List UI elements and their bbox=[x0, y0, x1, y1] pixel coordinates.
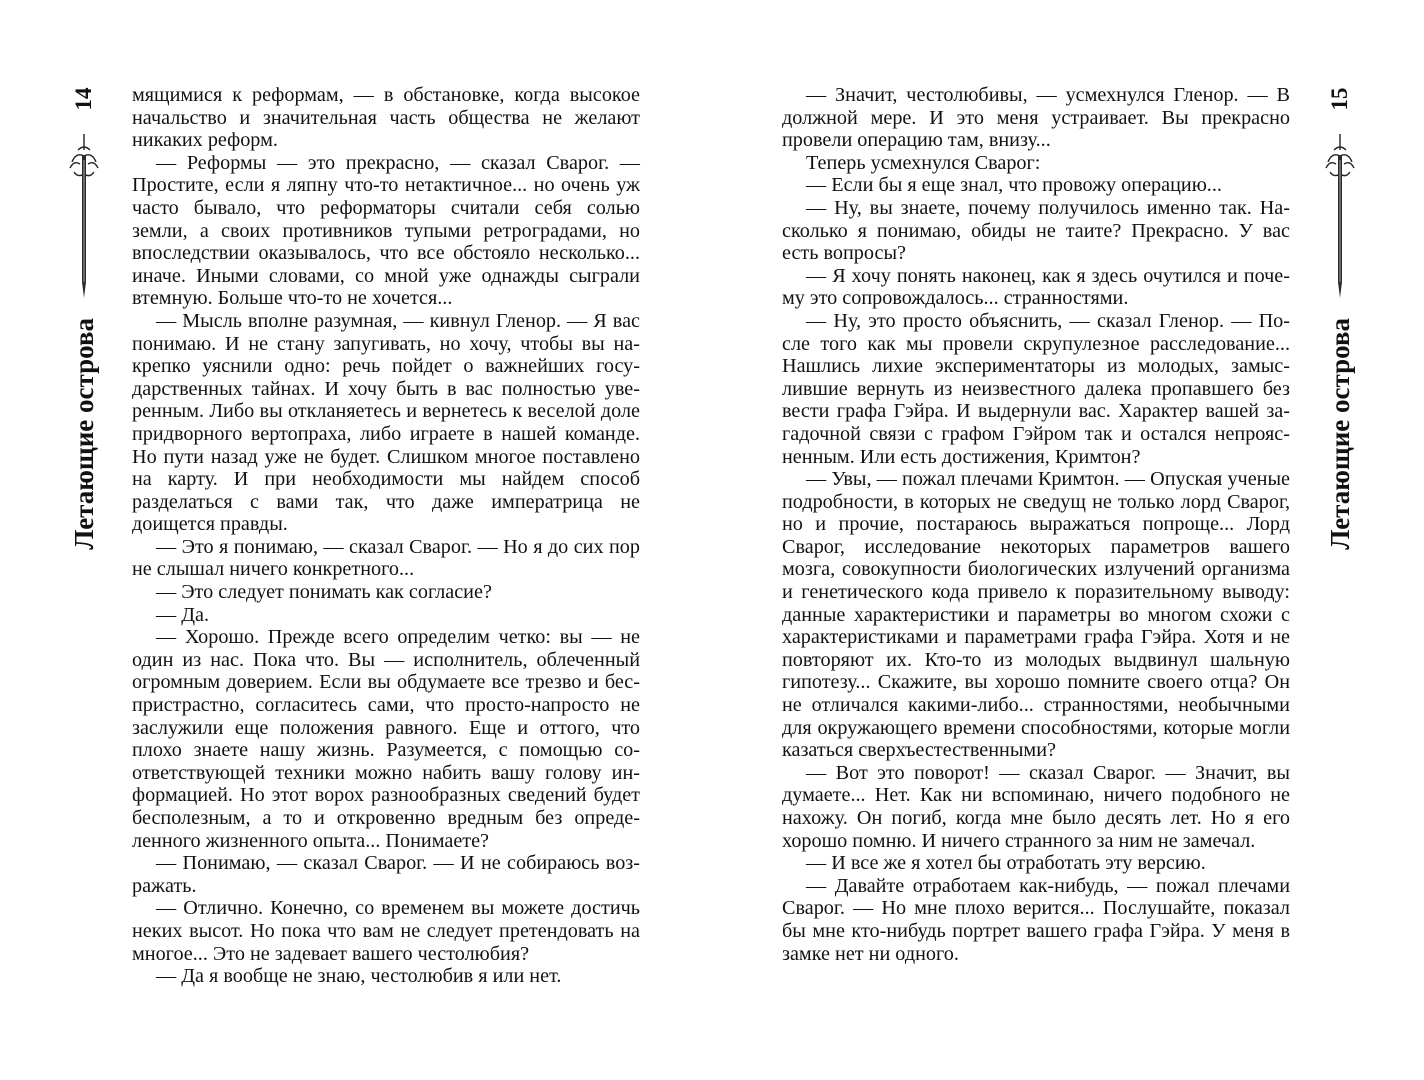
paragraph: — Отлично. Конечно, со временем вы можете достичь неких высот. Но пока что вам не следует претендовать на многое... Это не задевает вашего честолюбия? bbox=[132, 897, 640, 965]
paragraph: мящимися к реформам, — в обстановке, когда высокое начальство и значительная часть общества не желают никаких реформ. bbox=[132, 84, 640, 152]
paragraph: — Увы, — пожал плечами Кримтон. — Опуская ученые подробности, в которых не сведущ не только лорд Сварог, но и прочие, постараюсь выражаться попроще... Лорд Сварог, исследование некоторых параметров вашего мозга, совокупности биологических излучений организма и генетического кода привело к поразительному выводу: данные характеристики и параметры во многом схожи с характеристиками и параметрами графа Гэйра. Хотя и не повторяют их. Кто-то из молодых выдвинул шальную гипотезу... Скажите, вы хорошо помните своего отца? Он не отличался какими-либо... странностями, необычными для окружающего времени способностями, которые могли казаться сверхъестественными? bbox=[782, 468, 1290, 762]
paragraph: — Понимаю, — сказал Сварог. — И не собираюсь возражать. bbox=[132, 852, 640, 897]
paragraph: — Реформы — это прекрасно, — сказал Сварог. — Простите, если я ляпну что-то нетактичное... но очень уж часто бывало, что реформаторы считали себя солью земли, а своих противников тупыми ретроградами, но впоследствии оказывалось, что все обстояло несколько... иначе. Иными словами, со мной уже однажды сыграли втемную. Больше что-то не хочется... bbox=[132, 151, 640, 310]
paragraph: — Да. bbox=[156, 603, 210, 626]
sword-ornament-icon bbox=[1324, 132, 1356, 302]
paragraph: — Это я понимаю, — сказал Сварог. — Но я до сих пор не слышал ничего конкретного... bbox=[132, 535, 640, 581]
page-number: 14 bbox=[71, 87, 96, 111]
paragraph: — Вот это поворот! — сказал Сварог. — Значит, вы думаете... Нет. Как ни вспоминаю, ничего подобного не нахожу. Он погиб, когда мне было десять лет. Но я его хорошо помню. И ничего странного за ним не замечал. bbox=[782, 761, 1290, 852]
paragraph: — Хорошо. Прежде всего определим четко: вы — не один из нас. Пока что. Вы — исполнитель, облеченный огромным доверием. Если вы обдумаете все трезво и беспристрастно, согласитесь сами, что просто-напросто не заслужили еще положения равного. Еще и оттого, что плохо знаете нашу жизнь. Разумеется, с помощью соответствующей техники можно набить вашу голову информацией. Но этот ворох разнообразных сведений будет бесполезным, а то и откровенно вредным без определенного жизненного опыта... Понимаете? bbox=[132, 626, 640, 852]
text-column bbox=[782, 84, 1290, 965]
paragraph: — Значит, честолюбивы, — усмехнулся Гленор. — В должной мере. И это меня устраивает. Вы прекрасно провели операцию там, внизу... bbox=[782, 84, 1290, 152]
right-page-sidebar bbox=[1322, 84, 1358, 550]
left-page-sidebar bbox=[66, 84, 102, 550]
page-number: 15 bbox=[1327, 87, 1352, 111]
paragraph: — Если бы я еще знал, что провожу операцию... bbox=[806, 174, 1222, 197]
right-page bbox=[712, 0, 1424, 1080]
paragraph: — Да я вообще не знаю, честолюбив я или нет. bbox=[156, 965, 562, 988]
paragraph: — Я хочу понять наконец, как я здесь очутился и почему это сопровождалось... странностями. bbox=[782, 264, 1290, 310]
paragraph: — Давайте отработаем как-нибудь, — пожал плечами Сварог. — Но мне плохо верится... Послушайте, показал бы мне кто-нибудь портрет вашего графа Гэйра. У меня в замке нет ни одного. bbox=[782, 874, 1290, 965]
sword-ornament-icon bbox=[68, 132, 100, 302]
paragraph: — Мысль вполне разумная, — кивнул Гленор. — Я вас понимаю. И не стану запугивать, но хочу, чтобы вы накрепко уяснили одно: речь пойдет о важнейших государственных тайнах. И хочу быть в вас полностью уверенным. Либо вы откланяетесь и вернетесь к веселой доле придворного вертопраха, либо играете в нашей команде. Но пути назад уже не будет. Слишком многое поставлено на карту. И при необходимости мы найдем способ разделаться с вами так, что даже императрица не доищется правды. bbox=[132, 309, 640, 536]
paragraph: Теперь усмехнулся Сварог: bbox=[806, 151, 1041, 174]
paragraph: — Это следует понимать как согласие? bbox=[156, 581, 492, 604]
running-title-text: Летающие острова bbox=[69, 318, 99, 550]
paragraph: — Ну, это просто объяснить, — сказал Гленор. — После того как мы провели скрупулезное расследование... Нашлись лихие экспериментаторы из молодых, замыслившие вернуть из неизвестного далека пропавшего без вести графа Гэйра. И выдернули вас. Характер вашей загадочной связи с графом Гэйром так и остался непроясненным. Или есть достижения, Кримтон? bbox=[782, 309, 1290, 468]
paragraph: — Ну, вы знаете, почему получилось именно так. Насколько я понимаю, обиды не таите? Прекрасно. У вас есть вопросы? bbox=[782, 196, 1290, 265]
text-column bbox=[132, 84, 640, 988]
running-title bbox=[69, 318, 114, 550]
running-title bbox=[1325, 318, 1370, 550]
running-title-text: Летающие острова bbox=[1325, 318, 1355, 550]
paragraph: — И все же я хотел бы отработать эту версию. bbox=[806, 852, 1206, 875]
